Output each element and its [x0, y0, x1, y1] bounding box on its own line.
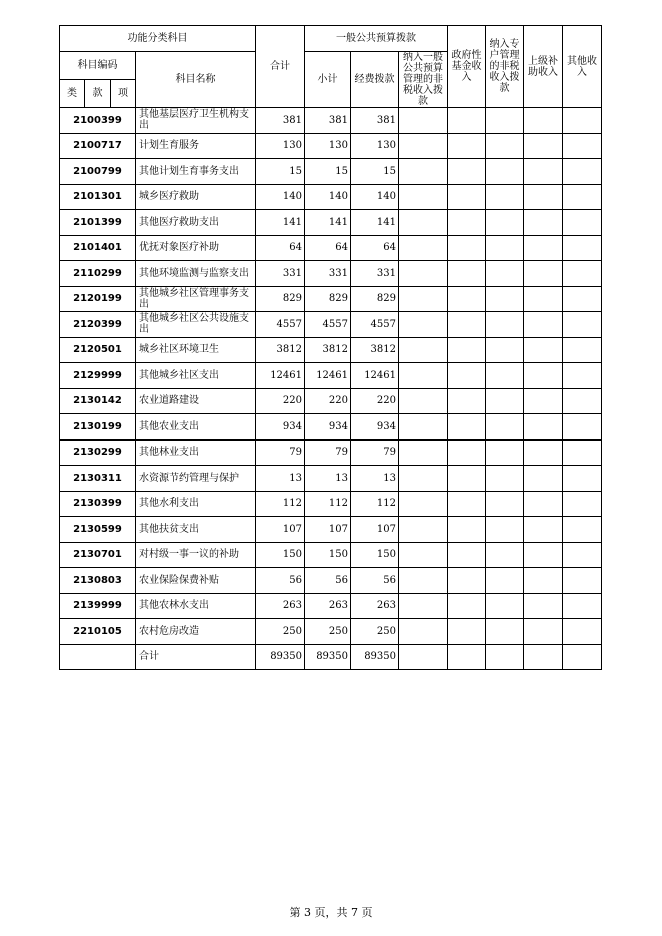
row-total: 250 — [256, 619, 305, 645]
row-nontax-in-budget — [399, 235, 448, 261]
row-subtotal: 150 — [305, 542, 351, 568]
row-name: 其他医疗救助支出 — [136, 210, 256, 236]
row-empty-cell — [448, 210, 486, 236]
row-empty-cell — [524, 568, 563, 594]
row-empty-cell — [486, 491, 524, 517]
row-nontax-in-budget — [399, 388, 448, 414]
row-funds: 140 — [351, 184, 399, 210]
row-empty-cell — [563, 286, 602, 312]
row-empty-cell — [563, 337, 602, 363]
row-empty-cell — [524, 542, 563, 568]
table-row — [60, 414, 602, 440]
row-code: 2130803 — [60, 568, 136, 594]
header-xiang: 项 — [111, 80, 136, 108]
row-empty-cell — [486, 466, 524, 492]
table-row — [60, 108, 602, 134]
row-subtotal: 220 — [305, 388, 351, 414]
row-nontax-in-budget — [399, 619, 448, 645]
table-row — [60, 133, 602, 159]
row-funds: 150 — [351, 542, 399, 568]
row-empty-cell — [524, 159, 563, 185]
total-row-empty-cell — [563, 644, 602, 670]
row-empty-cell — [563, 619, 602, 645]
row-name: 其他林业支出 — [136, 440, 256, 466]
row-total: 150 — [256, 542, 305, 568]
row-subtotal: 130 — [305, 133, 351, 159]
row-nontax-in-budget — [399, 210, 448, 236]
header-func-category: 功能分类科目 — [60, 26, 256, 52]
row-empty-cell — [563, 235, 602, 261]
row-empty-cell — [524, 184, 563, 210]
total-row-total: 89350 — [256, 644, 305, 670]
row-empty-cell — [524, 440, 563, 466]
row-empty-cell — [524, 491, 563, 517]
row-empty-cell — [448, 440, 486, 466]
table-row — [60, 184, 602, 210]
row-empty-cell — [448, 235, 486, 261]
row-nontax-in-budget — [399, 261, 448, 287]
table-row — [60, 235, 602, 261]
total-row-empty-cell — [486, 644, 524, 670]
row-name: 其他农业支出 — [136, 414, 256, 440]
row-subtotal: 79 — [305, 440, 351, 466]
row-empty-cell — [524, 517, 563, 543]
row-name: 其他农林水支出 — [136, 593, 256, 619]
row-code: 2130311 — [60, 466, 136, 492]
row-code: 2130199 — [60, 414, 136, 440]
row-code: 2101301 — [60, 184, 136, 210]
row-code: 2100799 — [60, 159, 136, 185]
row-nontax-in-budget — [399, 440, 448, 466]
row-empty-cell — [448, 388, 486, 414]
table-row — [60, 363, 602, 389]
row-nontax-in-budget — [399, 542, 448, 568]
row-total: 13 — [256, 466, 305, 492]
row-name: 城乡医疗救助 — [136, 184, 256, 210]
row-empty-cell — [563, 210, 602, 236]
row-empty-cell — [524, 312, 563, 338]
row-name: 其他计划生育事务支出 — [136, 159, 256, 185]
row-empty-cell — [486, 184, 524, 210]
row-subtotal: 112 — [305, 491, 351, 517]
row-empty-cell — [448, 184, 486, 210]
row-nontax-in-budget — [399, 568, 448, 594]
row-total: 381 — [256, 108, 305, 134]
row-total: 15 — [256, 159, 305, 185]
row-empty-cell — [563, 568, 602, 594]
row-empty-cell — [448, 363, 486, 389]
row-subtotal: 141 — [305, 210, 351, 236]
table-row — [60, 568, 602, 594]
row-code: 2130599 — [60, 517, 136, 543]
row-empty-cell — [524, 108, 563, 134]
row-nontax-in-budget — [399, 414, 448, 440]
row-nontax-in-budget — [399, 184, 448, 210]
row-code: 2130142 — [60, 388, 136, 414]
row-empty-cell — [486, 363, 524, 389]
row-empty-cell — [448, 108, 486, 134]
row-nontax-in-budget — [399, 312, 448, 338]
row-empty-cell — [486, 542, 524, 568]
row-empty-cell — [486, 133, 524, 159]
row-funds: 381 — [351, 108, 399, 134]
row-empty-cell — [524, 210, 563, 236]
header-other-income: 其他收入 — [563, 26, 602, 108]
row-empty-cell — [524, 286, 563, 312]
total-row-code — [60, 644, 136, 670]
table-row — [60, 261, 602, 287]
row-subtotal: 3812 — [305, 337, 351, 363]
row-nontax-in-budget — [399, 286, 448, 312]
row-empty-cell — [524, 466, 563, 492]
row-empty-cell — [563, 593, 602, 619]
row-name: 其他城乡社区管理事务支出 — [136, 286, 256, 312]
row-empty-cell — [448, 414, 486, 440]
row-nontax-in-budget — [399, 133, 448, 159]
row-total: 64 — [256, 235, 305, 261]
row-empty-cell — [563, 440, 602, 466]
row-name: 其他城乡社区公共设施支出 — [136, 312, 256, 338]
total-row-funds: 89350 — [351, 644, 399, 670]
total-row-empty-cell — [524, 644, 563, 670]
row-empty-cell — [448, 517, 486, 543]
row-name: 水资源节约管理与保护 — [136, 466, 256, 492]
row-code: 2100717 — [60, 133, 136, 159]
row-total: 263 — [256, 593, 305, 619]
row-empty-cell — [448, 312, 486, 338]
row-empty-cell — [486, 414, 524, 440]
row-name: 其他基层医疗卫生机构支出 — [136, 108, 256, 134]
row-code: 2129999 — [60, 363, 136, 389]
row-empty-cell — [486, 286, 524, 312]
row-nontax-in-budget — [399, 517, 448, 543]
row-subtotal: 934 — [305, 414, 351, 440]
row-empty-cell — [486, 235, 524, 261]
row-funds: 15 — [351, 159, 399, 185]
row-name: 优抚对象医疗补助 — [136, 235, 256, 261]
row-subtotal: 56 — [305, 568, 351, 594]
header-kuan: 款 — [85, 80, 111, 108]
row-empty-cell — [524, 261, 563, 287]
row-nontax-in-budget — [399, 337, 448, 363]
row-empty-cell — [524, 133, 563, 159]
total-row-name: 合计 — [136, 644, 256, 670]
row-empty-cell — [563, 414, 602, 440]
total-row-subtotal: 89350 — [305, 644, 351, 670]
row-funds: 79 — [351, 440, 399, 466]
header-lei: 类 — [60, 80, 85, 108]
row-code: 2101399 — [60, 210, 136, 236]
row-name: 城乡社区环境卫生 — [136, 337, 256, 363]
row-code: 2210105 — [60, 619, 136, 645]
row-name: 农村危房改造 — [136, 619, 256, 645]
row-total: 220 — [256, 388, 305, 414]
row-funds: 112 — [351, 491, 399, 517]
row-funds: 64 — [351, 235, 399, 261]
row-empty-cell — [486, 388, 524, 414]
total-row-empty-cell — [448, 644, 486, 670]
row-nontax-in-budget — [399, 108, 448, 134]
header-gov-fund: 政府性基金收入 — [448, 26, 486, 108]
table-row — [60, 466, 602, 492]
row-empty-cell — [524, 337, 563, 363]
row-funds: 12461 — [351, 363, 399, 389]
row-empty-cell — [563, 388, 602, 414]
row-code: 2110299 — [60, 261, 136, 287]
row-empty-cell — [448, 337, 486, 363]
row-empty-cell — [448, 568, 486, 594]
row-subtotal: 250 — [305, 619, 351, 645]
row-subtotal: 381 — [305, 108, 351, 134]
table-row — [60, 440, 602, 466]
row-empty-cell — [486, 593, 524, 619]
header-subtotal: 小计 — [305, 52, 351, 108]
row-total: 934 — [256, 414, 305, 440]
row-code: 2100399 — [60, 108, 136, 134]
row-funds: 934 — [351, 414, 399, 440]
row-empty-cell — [563, 184, 602, 210]
row-name: 对村级一事一议的补助 — [136, 542, 256, 568]
table-row — [60, 517, 602, 543]
header-total: 合计 — [256, 26, 305, 108]
row-funds: 250 — [351, 619, 399, 645]
row-subtotal: 13 — [305, 466, 351, 492]
header-superior-subsidy: 上级补助收入 — [524, 26, 563, 108]
row-total: 141 — [256, 210, 305, 236]
row-empty-cell — [486, 159, 524, 185]
budget-table — [59, 25, 602, 670]
row-funds: 331 — [351, 261, 399, 287]
row-empty-cell — [448, 593, 486, 619]
row-total: 140 — [256, 184, 305, 210]
table-row — [60, 286, 602, 312]
table-row — [60, 619, 602, 645]
table-row — [60, 593, 602, 619]
row-name: 农业道路建设 — [136, 388, 256, 414]
header-general-budget: 一般公共预算拨款 — [305, 26, 448, 52]
row-nontax-in-budget — [399, 363, 448, 389]
row-empty-cell — [524, 414, 563, 440]
row-name: 其他环境监测与监察支出 — [136, 261, 256, 287]
row-funds: 13 — [351, 466, 399, 492]
row-total: 331 — [256, 261, 305, 287]
row-empty-cell — [563, 159, 602, 185]
row-subtotal: 263 — [305, 593, 351, 619]
row-empty-cell — [563, 261, 602, 287]
header-name-label: 科目名称 — [136, 52, 256, 108]
row-nontax-in-budget — [399, 593, 448, 619]
row-empty-cell — [448, 466, 486, 492]
row-empty-cell — [448, 159, 486, 185]
row-empty-cell — [486, 440, 524, 466]
row-empty-cell — [448, 133, 486, 159]
row-code: 2120399 — [60, 312, 136, 338]
row-subtotal: 107 — [305, 517, 351, 543]
row-empty-cell — [563, 466, 602, 492]
header-funds: 经费拨款 — [351, 52, 399, 108]
row-funds: 220 — [351, 388, 399, 414]
total-row — [60, 644, 602, 670]
row-total: 130 — [256, 133, 305, 159]
row-total: 3812 — [256, 337, 305, 363]
page-footer: 第 3 页，共 7 页 — [289, 906, 373, 919]
header-special-nontax: 纳入专户管理的非税收入拨款 — [486, 26, 524, 108]
row-funds: 56 — [351, 568, 399, 594]
row-code: 2130399 — [60, 491, 136, 517]
row-total: 829 — [256, 286, 305, 312]
row-empty-cell — [524, 363, 563, 389]
row-subtotal: 829 — [305, 286, 351, 312]
row-funds: 4557 — [351, 312, 399, 338]
table-row — [60, 159, 602, 185]
row-code: 2130299 — [60, 440, 136, 466]
row-total: 107 — [256, 517, 305, 543]
row-empty-cell — [486, 312, 524, 338]
table-row — [60, 542, 602, 568]
row-name: 农业保险保费补贴 — [136, 568, 256, 594]
row-empty-cell — [448, 286, 486, 312]
row-code: 2120199 — [60, 286, 136, 312]
row-empty-cell — [448, 261, 486, 287]
row-name: 其他城乡社区支出 — [136, 363, 256, 389]
table-row — [60, 337, 602, 363]
row-code: 2130701 — [60, 542, 136, 568]
row-nontax-in-budget — [399, 466, 448, 492]
header-code-label: 科目编码 — [60, 52, 136, 80]
row-total: 56 — [256, 568, 305, 594]
row-subtotal: 4557 — [305, 312, 351, 338]
row-empty-cell — [486, 337, 524, 363]
row-total: 4557 — [256, 312, 305, 338]
row-nontax-in-budget — [399, 159, 448, 185]
total-row-nontax-in-budget — [399, 644, 448, 670]
row-empty-cell — [563, 133, 602, 159]
row-subtotal: 64 — [305, 235, 351, 261]
row-empty-cell — [563, 312, 602, 338]
row-empty-cell — [448, 542, 486, 568]
row-empty-cell — [486, 619, 524, 645]
row-empty-cell — [563, 491, 602, 517]
row-code: 2101401 — [60, 235, 136, 261]
row-empty-cell — [486, 108, 524, 134]
row-empty-cell — [486, 210, 524, 236]
row-funds: 107 — [351, 517, 399, 543]
row-code: 2120501 — [60, 337, 136, 363]
row-empty-cell — [563, 363, 602, 389]
table-row — [60, 210, 602, 236]
row-name: 其他扶贫支出 — [136, 517, 256, 543]
row-empty-cell — [524, 235, 563, 261]
row-subtotal: 331 — [305, 261, 351, 287]
table-row — [60, 388, 602, 414]
row-funds: 130 — [351, 133, 399, 159]
row-empty-cell — [524, 388, 563, 414]
row-total: 112 — [256, 491, 305, 517]
row-funds: 3812 — [351, 337, 399, 363]
row-empty-cell — [448, 619, 486, 645]
row-total: 79 — [256, 440, 305, 466]
row-name: 计划生育服务 — [136, 133, 256, 159]
row-empty-cell — [486, 261, 524, 287]
row-empty-cell — [563, 517, 602, 543]
table-row — [60, 312, 602, 338]
row-empty-cell — [563, 542, 602, 568]
row-empty-cell — [524, 619, 563, 645]
row-empty-cell — [448, 491, 486, 517]
row-code: 2139999 — [60, 593, 136, 619]
row-empty-cell — [486, 517, 524, 543]
row-empty-cell — [524, 593, 563, 619]
row-subtotal: 12461 — [305, 363, 351, 389]
row-name: 其他水利支出 — [136, 491, 256, 517]
row-nontax-in-budget — [399, 491, 448, 517]
row-empty-cell — [563, 108, 602, 134]
row-empty-cell — [486, 568, 524, 594]
row-funds: 829 — [351, 286, 399, 312]
row-funds: 141 — [351, 210, 399, 236]
row-subtotal: 15 — [305, 159, 351, 185]
row-funds: 263 — [351, 593, 399, 619]
row-subtotal: 140 — [305, 184, 351, 210]
row-total: 12461 — [256, 363, 305, 389]
header-nontax-in-budget: 纳入一般公共预算管理的非税收入拨款 — [399, 52, 448, 108]
table-body — [60, 26, 602, 670]
table-row — [60, 491, 602, 517]
